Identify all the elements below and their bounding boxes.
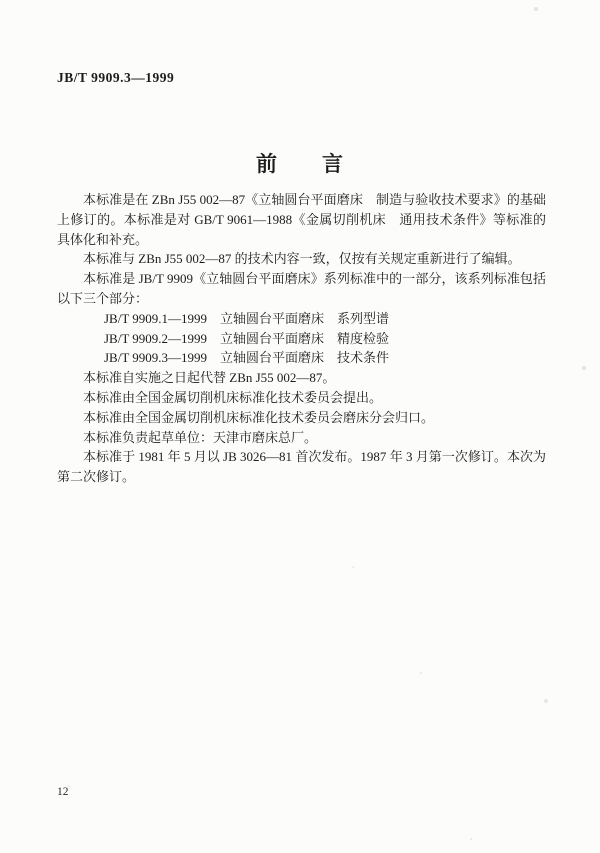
paragraph: 本标准于 1981 年 5 月以 JB 3026—81 首次发布。1987 年 3 月第一次修订。本次为第二次修订。 [57,449,546,485]
list-item: JB/T 9909.3—1999 立轴圆台平面磨床 技术条件 [104,350,390,366]
list-item: JB/T 9909.1—1999 立轴圆台平面磨床 系列型谱 [104,310,390,326]
scan-noise [0,0,2,2]
paragraph: 本标准自实施之日起代替 ZBn J55 002—87。 [83,370,336,386]
standard-number: JB/T 9909.3—1999 [57,70,175,85]
list-item: JB/T 9909.2—1999 立轴圆台平面磨床 精度检验 [104,330,390,346]
paragraph: 本标准与 ZBn J55 002—87 的技术内容一致，仅按有关规定重新进行了编辑。 [83,251,521,267]
paragraph: 本标准是在 ZBn J55 002—87《立轴圆台平面磨床 制造与验收技术要求》的基础上修订的。本标准是对 GB/T 9061—1988《金属切削机床 通用技术条件》等标准的具体化和补充。 [57,192,546,247]
paragraph: 本标准由全国金属切削机床标准化技术委员会磨床分会归口。 [83,409,435,425]
foreword-body [57,190,546,487]
page-number: 12 [57,786,69,798]
paragraph: 本标准是 JB/T 9909《立轴圆台平面磨床》系列标准中的一部分，该系列标准包括以下三个部分： [57,271,546,306]
page-title: 前 言 [256,152,344,176]
paragraph: 本标准由全国金属切削机床标准化技术委员会提出。 [83,389,383,405]
paragraph: 本标准负责起草单位：天津市磨床总厂。 [83,429,318,445]
